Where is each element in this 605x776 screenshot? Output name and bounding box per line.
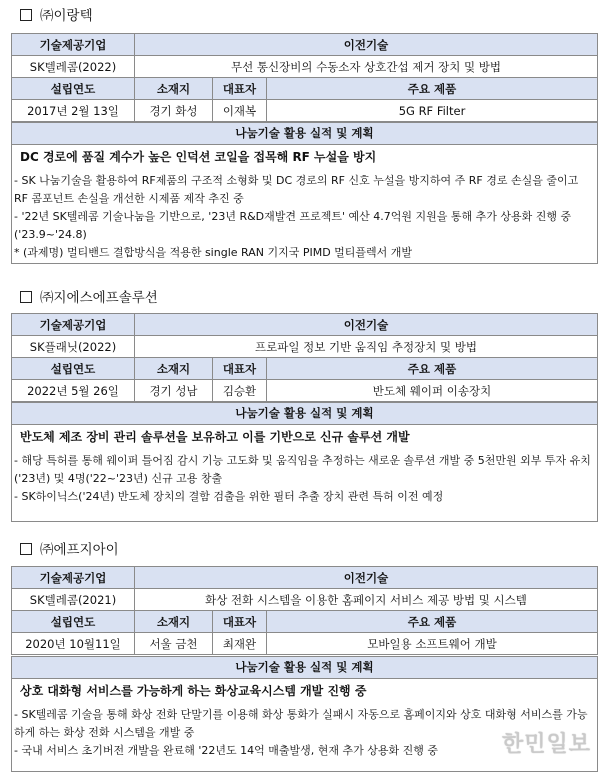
tech-value: 무선 통신장비의 수동소자 상호간섭 제거 장치 및 방법 [135, 56, 598, 78]
performance-section [11, 402, 598, 522]
company-info-table [11, 33, 598, 122]
section-header: 나눔기술 활용 실적 및 계획 [12, 123, 597, 145]
performance-bullet: * (과제명) 멀티밴드 결합방식을 적용한 single RAN 기지국 PIMD 멀티플렉서 개발 [14, 246, 413, 259]
founded-value: 2017년 2월 13일 [12, 100, 135, 122]
header-product: 주요 제품 [267, 78, 598, 100]
provider-value: SK플래닛(2022) [12, 336, 135, 358]
header-founded: 설립연도 [12, 611, 135, 633]
company-name: ㈜이랑텍 [40, 8, 93, 24]
header-tech: 이전기술 [135, 567, 598, 589]
company-title [20, 541, 119, 559]
company-name: ㈜지에스에프솔루션 [40, 290, 158, 306]
tech-value: 프로파일 정보 기반 움직임 추정장치 및 방법 [135, 336, 598, 358]
checkbox-square-icon [20, 543, 32, 555]
ceo-value: 최재완 [213, 633, 267, 655]
header-founded: 설립연도 [12, 358, 135, 380]
header-tech: 이전기술 [135, 34, 598, 56]
header-provider: 기술제공기업 [12, 34, 135, 56]
section-header: 나눔기술 활용 실적 및 계획 [12, 657, 597, 679]
header-location: 소재지 [135, 358, 213, 380]
header-product: 주요 제품 [267, 358, 598, 380]
founded-value: 2022년 5월 26일 [12, 380, 135, 402]
provider-value: SK텔레콤(2021) [12, 589, 135, 611]
checkbox-square-icon [20, 9, 32, 21]
performance-bullet: - 국내 서비스 초기버전 개발을 완료해 '22년도 14억 매출발생, 현재 추가 상용화 진행 중 [14, 744, 438, 757]
checkbox-square-icon [20, 291, 32, 303]
tech-value: 화상 전화 시스템을 이용한 홈페이지 서비스 제공 방법 및 시스템 [135, 589, 598, 611]
company-title [20, 289, 158, 307]
product-value: 모바일용 소프트웨어 개발 [267, 633, 598, 655]
location-value: 서울 금천 [135, 633, 213, 655]
product-value: 5G RF Filter [267, 100, 598, 122]
performance-section [11, 122, 598, 264]
header-founded: 설립연도 [12, 78, 135, 100]
company-name: ㈜에프지아이 [40, 542, 119, 558]
founded-value: 2020년 10월11일 [12, 633, 135, 655]
performance-bullet: - 해당 특허를 통해 웨이퍼 틀어짐 감시 기능 고도화 및 움직임을 추정하는 새로운 솔루션 개발 중 5천만원 외부 투자 유치('23년) 및 4명('22~'23년) 신규 고용 창출 [14, 454, 591, 485]
location-value: 경기 화성 [135, 100, 213, 122]
ceo-value: 이재복 [213, 100, 267, 122]
header-tech: 이전기술 [135, 314, 598, 336]
provider-value: SK텔레콤(2022) [12, 56, 135, 78]
company-title [20, 7, 93, 25]
performance-headline: 상호 대화형 서비스를 가능하게 하는 화상교육시스템 개발 진행 중 [20, 684, 367, 698]
watermark-logo: 한민일보 [501, 732, 591, 757]
performance-bullet: - SK 나눔기술을 활용하여 RF제품의 구조적 소형화 및 DC 경로의 RF 신호 누설을 방지하여 주 RF 경로 손실을 줄이고 RF 콤포넌트 손실을 개선한 시제품 제작 추진 중 [14, 174, 579, 205]
header-ceo: 대표자 [213, 78, 267, 100]
location-value: 경기 성남 [135, 380, 213, 402]
header-product: 주요 제품 [267, 611, 598, 633]
ceo-value: 김승환 [213, 380, 267, 402]
header-ceo: 대표자 [213, 611, 267, 633]
header-ceo: 대표자 [213, 358, 267, 380]
header-location: 소재지 [135, 611, 213, 633]
company-info-table [11, 566, 598, 655]
company-info-table [11, 313, 598, 402]
performance-bullet: - SK하이닉스('24년) 반도체 장치의 결함 검출을 위한 필터 추출 장치 관련 특허 이전 예정 [14, 490, 444, 503]
header-provider: 기술제공기업 [12, 567, 135, 589]
header-provider: 기술제공기업 [12, 314, 135, 336]
performance-bullet: - '22년 SK텔레콤 기술나눔을 기반으로, '23년 R&D재발견 프로젝트' 예산 4.7억원 지원을 통해 추가 상용화 진행 중('23.9~'24.8) [14, 210, 572, 241]
performance-bullet: - SK텔레콤 기술을 통해 화상 전화 단말기를 이용해 화상 통화가 실패시 자동으로 홈페이지와 상호 대화형 서비스를 가능하게 하는 화상 전화 시스템을 개발 중 [14, 708, 588, 739]
performance-headline: 반도체 제조 장비 관리 솔루션을 보유하고 이를 기반으로 신규 솔루션 개발 [20, 430, 410, 444]
section-header: 나눔기술 활용 실적 및 계획 [12, 403, 597, 425]
header-location: 소재지 [135, 78, 213, 100]
product-value: 반도체 웨이퍼 이송장치 [267, 380, 598, 402]
performance-headline: DC 경로에 품질 계수가 높은 인덕션 코일을 접목해 RF 누설을 방지 [20, 150, 377, 164]
